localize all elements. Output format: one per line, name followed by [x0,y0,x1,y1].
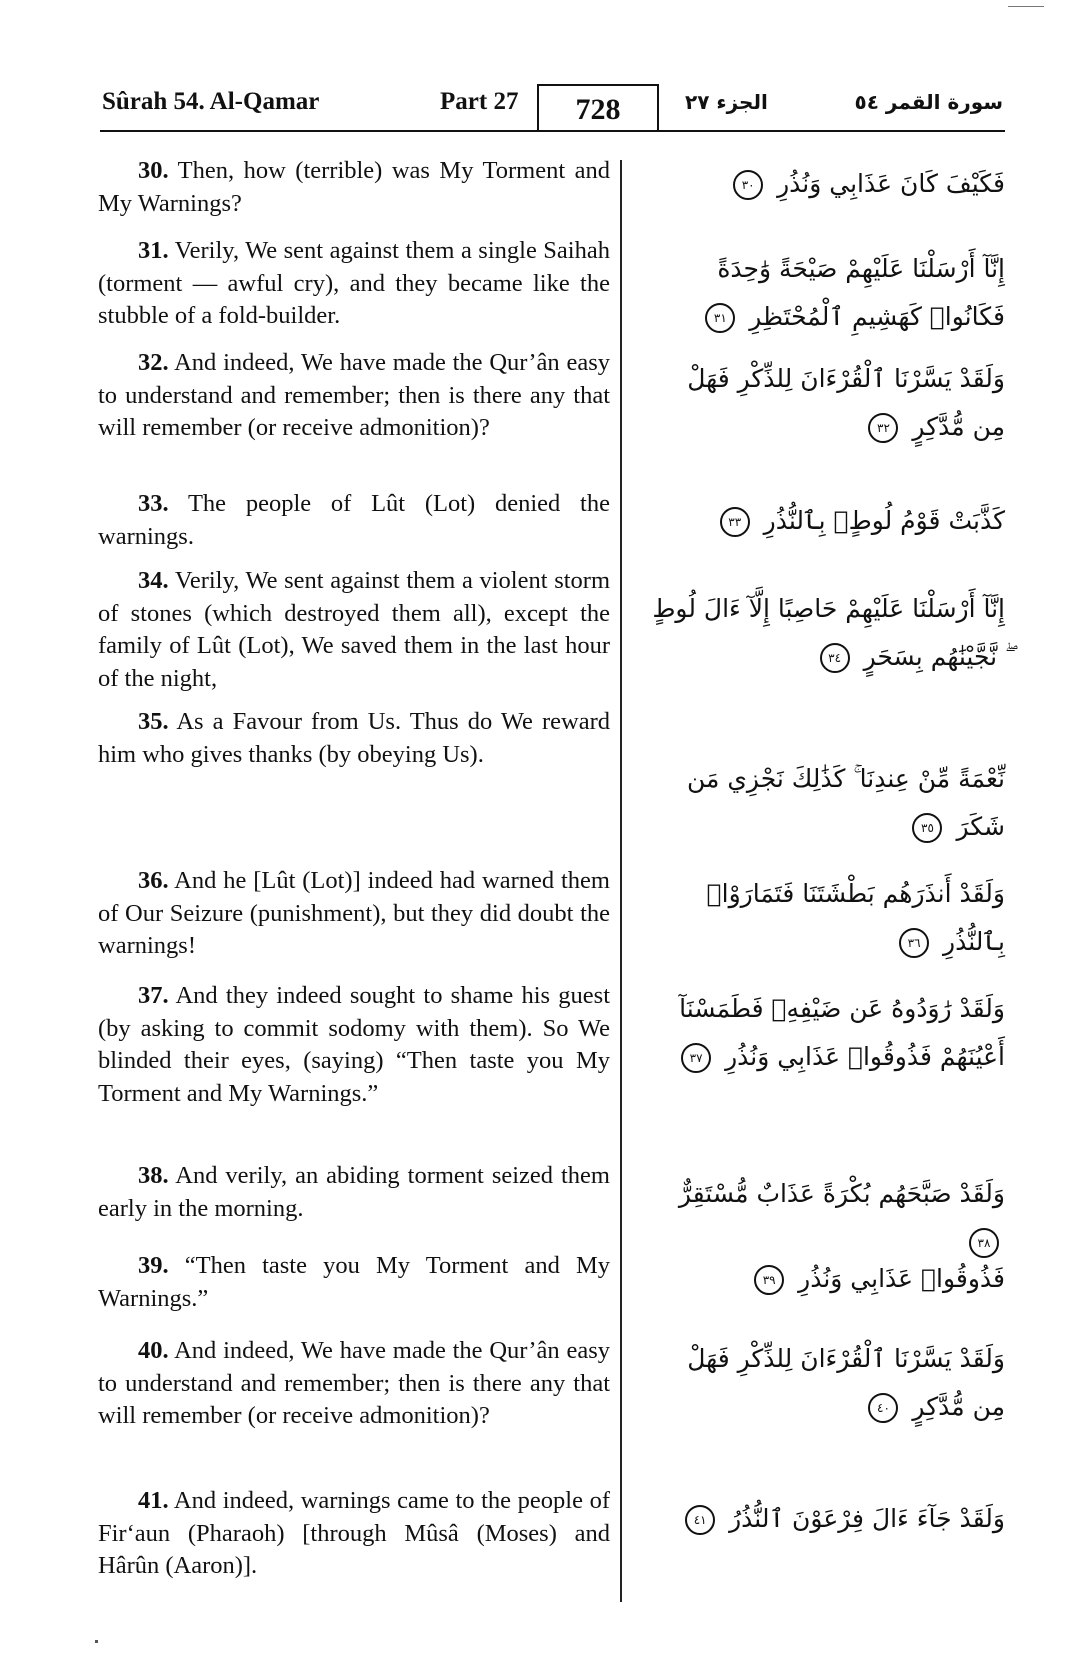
verse-text: The people of Lût (Lot) denied the warnings. [98,490,610,550]
ayah-marker: ٣٩ [754,1265,784,1295]
verse-number: 36. [138,867,169,894]
verse-35-arabic [650,755,1005,851]
verse-35-translation [98,706,610,771]
verse-text: “Then taste you My Torment and My Warnings.” [98,1252,610,1312]
surah-title-en: Sûrah 54. Al-Qamar [102,88,320,115]
verse-34-translation [98,565,610,695]
verse-number: 33. [138,490,169,517]
verse-text: Verily, We sent against them a violent storm of stones (which destroyed them all), except the family of Lût (Lot), We saved them in the last hour of the night, [98,567,610,692]
verse-number: 37. [138,982,169,1009]
verse-30-translation [98,155,610,220]
verse-41-translation [98,1485,610,1583]
arabic-text: وَلَقَدْ رَٰوَدُوهُ عَن ضَيْفِهِۦ فَطَمَسْنَآ أَعْيُنَهُمْ فَذُوقُوا۟ عَذَابِي وَنُذُرِ [679,994,1005,1071]
arabic-text: إِنَّآ أَرْسَلْنَا عَلَيْهِمْ حَاصِبًا إِلَّآ ءَالَ لُوطٍ ۖ نَّجَّيْنَٰهُم بِسَحَرٍ [652,594,1005,671]
verse-33-translation [98,488,610,553]
verse-37-arabic [650,985,1005,1081]
verse-text: And verily, an abiding torment seized them early in the morning. [98,1162,610,1222]
verse-number: 40. [138,1337,169,1364]
ayah-marker: ٤١ [685,1505,715,1535]
ayah-marker: ٣٨ [969,1228,999,1258]
arabic-text: وَلَقَدْ يَسَّرْنَا ٱلْقُرْءَانَ لِلذِّكْرِ فَهَلْ مِن مُّدَّكِرٍ [687,364,1005,441]
surah-title-ar: سورة القمر ٥٤ [854,90,1003,114]
verse-number: 31. [138,237,169,264]
verse-37-translation [98,980,610,1110]
ayah-marker: ٤٠ [868,1393,898,1423]
verse-41-arabic [650,1495,1005,1543]
arabic-text: وَلَقَدْ يَسَّرْنَا ٱلْقُرْءَانَ لِلذِّكْرِ فَهَلْ مِن مُّدَّكِرٍ [687,1344,1005,1421]
verse-text: Verily, We sent against them a single Saihah (torment — awful cry), and they became like the stubble of a fold-builder. [98,237,610,329]
arabic-text: وَلَقَدْ صَبَّحَهُم بُكْرَةً عَذَابٌ مُّسْتَقِرٌّ [678,1179,1005,1208]
ayah-marker: ٣١ [705,303,735,333]
arabic-text: وَلَقَدْ أَنذَرَهُم بَطْشَتَنَا فَتَمَارَوْا۟ بِٱلنُّذُرِ [706,879,1005,956]
arabic-text: نِّعْمَةً مِّنْ عِندِنَا ۚ كَذَٰلِكَ نَجْزِي مَن شَكَرَ [686,764,1005,841]
verse-31-arabic [650,245,1005,341]
verse-number: 30. [138,157,169,184]
verse-text: And indeed, warnings came to the people of Fir‘aun (Pharaoh) [through Mûsâ (Moses) and Hârûn (Aaron)]. [98,1487,610,1579]
verse-39-arabic [650,1255,1005,1303]
verse-40-translation [98,1335,610,1433]
verse-34-arabic [650,585,1005,681]
verse-text: And indeed, We have made the Qur’ân easy to understand and remember; then is there any that will remember (or receive admonition)? [98,1337,610,1429]
arabic-text: فَذُوقُوا۟ عَذَابِي وَنُذُرِ [798,1264,1005,1293]
arabic-text: وَلَقَدْ جَآءَ ءَالَ فِرْعَوْنَ ٱلنُّذُرُ [729,1504,1005,1533]
verse-31-translation [98,235,610,333]
verse-number: 34. [138,567,169,594]
page-header [100,84,1005,132]
verse-32-translation [98,347,610,445]
arabic-text: إِنَّآ أَرْسَلْنَا عَلَيْهِمْ صَيْحَةً وَٰحِدَةً فَكَانُوا۟ كَهَشِيمِ ٱلْمُحْتَظِرِ [717,254,1005,331]
ayah-marker: ٣٧ [681,1043,711,1073]
ayah-marker: ٣٥ [912,813,942,843]
verse-39-translation [98,1250,610,1315]
verse-number: 32. [138,349,169,376]
page-number: 728 [537,84,659,130]
verse-text: And they indeed sought to shame his guest (by asking to commit sodomy with them). So We blinded their eyes, (saying) “Then taste you My Torment and My Warnings.” [98,982,610,1107]
verse-33-arabic [650,497,1005,545]
verse-text: Then, how (terrible) was My Torment and My Warnings? [98,157,610,217]
verse-text: As a Favour from Us. Thus do We reward him who gives thanks (by obeying Us). [98,708,610,768]
ayah-marker: ٣٦ [899,928,929,958]
verse-36-arabic [650,870,1005,966]
part-label-en: Part 27 [440,88,519,115]
ayah-marker: ٣٢ [868,413,898,443]
verse-30-arabic [650,160,1005,208]
page-speck [95,1640,98,1643]
arabic-text: كَذَّبَتْ قَوْمُ لُوطٍۭ بِٱلنُّذُرِ [763,506,1005,535]
ayah-marker: ٣٣ [720,507,750,537]
verse-38-arabic [650,1170,1005,1266]
verse-38-translation [98,1160,610,1225]
verse-text: And indeed, We have made the Qur’ân easy to understand and remember; then is there any that will remember (or receive admonition)? [98,349,610,441]
part-label-ar: الجزء ٢٧ [685,90,768,114]
verse-number: 39. [138,1252,169,1279]
verse-number: 35. [138,708,169,735]
ayah-marker: ٣٤ [820,643,850,673]
verse-36-translation [98,865,610,963]
verse-number: 41. [138,1487,169,1514]
verse-32-arabic [650,355,1005,451]
verse-text: And he [Lût (Lot)] indeed had warned them of Our Seizure (punishment), but they did doubt the warnings! [98,867,610,959]
arabic-text: فَكَيْفَ كَانَ عَذَابِي وَنُذُرِ [777,169,1005,198]
verse-40-arabic [650,1335,1005,1431]
column-divider [620,160,622,1602]
top-rule [1008,6,1044,7]
verse-number: 38. [138,1162,169,1189]
ayah-marker: ٣٠ [733,170,763,200]
